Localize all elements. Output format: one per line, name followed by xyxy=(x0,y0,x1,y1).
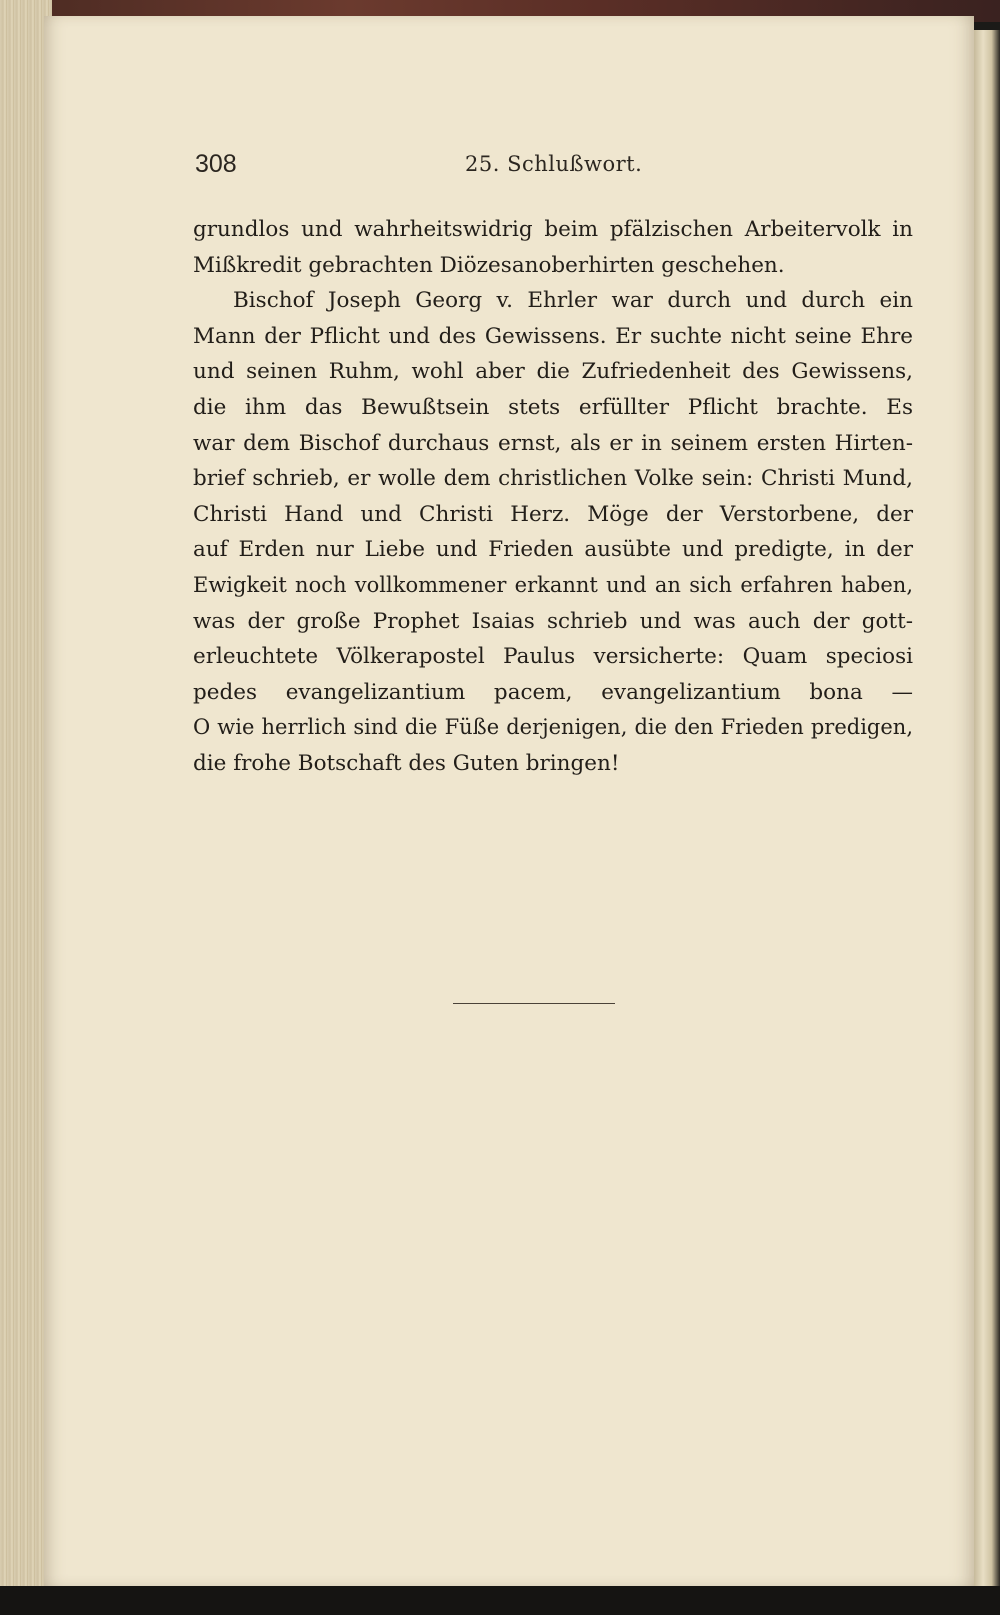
text-line: O wie herrlich sind die Füße derjenigen, die den Frieden predigen, xyxy=(193,715,913,740)
running-head xyxy=(195,150,895,184)
right-page-edge xyxy=(972,30,1000,1590)
text-line: brief schrieb, er wolle dem christlichen Volke sein: Christi Mund, xyxy=(193,466,913,492)
text-line: die ihm das Bewußtsein stets erfüllter Pflicht brachte. Es xyxy=(193,394,913,420)
text-line: grundlos und wahrheitswidrig beim pfälzischen Arbeitervolk in xyxy=(193,217,913,242)
text-line: was der große Prophet Isaias schrieb und was auch der gott- xyxy=(193,608,913,634)
text-line: erleuchtete Völkerapostel Paulus versicherte: Quam speciosi xyxy=(193,644,913,670)
page-number: 308 xyxy=(195,150,237,178)
body-text xyxy=(193,212,913,782)
text-line: Mißkredit gebrachten Diözesanoberhirten geschehen. xyxy=(193,252,785,278)
bottom-shadow xyxy=(0,1586,1000,1615)
text-line: Ewigkeit noch vollkommener erkannt und an sich erfahren haben, xyxy=(193,572,913,597)
text-line: war dem Bischof durchaus ernst, als er in seinem ersten Hirten- xyxy=(193,430,913,456)
text-line: Bischof Joseph Georg v. Ehrler war durch und durch ein xyxy=(233,288,913,314)
text-line: Christi Hand und Christi Herz. Möge der Verstorbene, der xyxy=(193,501,913,527)
text-line: Mann der Pflicht und des Gewissens. Er suchte nicht seine Ehre xyxy=(193,323,913,349)
text-line: und seinen Ruhm, wohl aber die Zufriedenheit des Gewissens, xyxy=(193,359,913,385)
text-line: pedes evangelizantium pacem, evangelizantium bona — xyxy=(193,679,913,705)
text-line: die frohe Botschaft des Guten bringen! xyxy=(193,750,620,776)
chapter-title: 25. Schlußwort. xyxy=(465,152,643,176)
end-rule xyxy=(453,1003,615,1004)
text-line: auf Erden nur Liebe und Frieden ausübte und predigte, in der xyxy=(193,537,913,563)
